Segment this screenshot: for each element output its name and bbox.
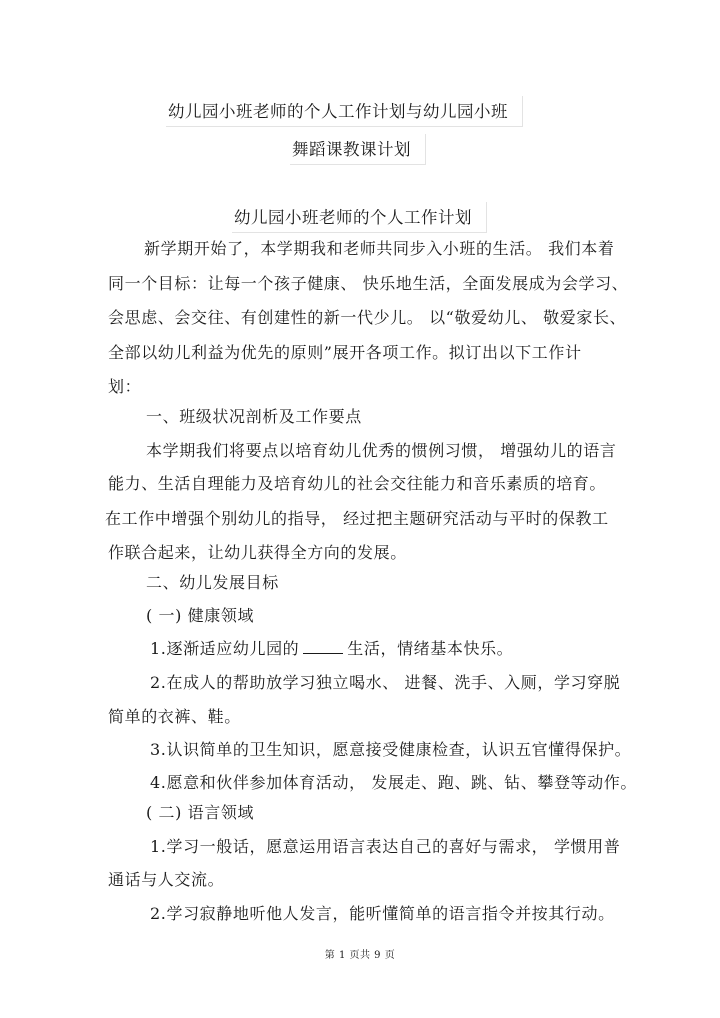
section-1-line: 能力、生活自理能力及培育幼儿的社会交往能力和音乐素质的培育。 <box>108 474 607 493</box>
page-footer: 第 1 页共 9 页 <box>324 950 396 961</box>
health-item-2-line: 简单的衣裤、鞋。 <box>108 707 241 726</box>
fill-blank-line <box>303 641 343 654</box>
title-line-2: 舞蹈课教课计划 <box>290 134 426 165</box>
language-heading: ( 二) 语言领域 <box>146 803 255 822</box>
title-line-1: 幼儿园小班老师的个人工作计划与幼儿园小班 <box>166 96 523 127</box>
section-1-line: 在工作中增强个别幼儿的指导， 经过把主题研究活动与平时的保教工 <box>105 509 609 528</box>
language-item-1-line: 通话与人交流。 <box>108 870 225 889</box>
language-item-2: 2.学习寂静地听他人发言，能听懂简单的语言指令并按其行动。 <box>150 904 615 923</box>
health-item-3: 3.认识简单的卫生知识，愿意接受健康检查，认识五官懂得保护。 <box>150 740 632 759</box>
health-item-4: 4.愿意和伙伴参加体育活动， 发展走、跑、跳、钻、攀登等动作。 <box>150 773 637 792</box>
intro-line: 新学期开始了，本学期我和老师共同步入小班的生活。 我们本着 <box>144 239 615 258</box>
health-item-1-part-a: 1.逐渐适应幼儿园的 <box>150 639 300 658</box>
intro-line: 同一个目标：让每一个孩子健康、 快乐地生活，全面发展成为会学习、 <box>108 274 629 293</box>
section-1-heading: 一、班级状况剖析及工作要点 <box>146 407 362 426</box>
health-item-2-line: 2.在成人的帮助放学习独立喝水、 进餐、洗手、入厕，学习穿脱 <box>150 673 621 692</box>
health-item-1 <box>150 636 513 659</box>
section-1-line: 本学期我们将要点以培育幼儿优秀的惯例习惯， 增强幼儿的语言 <box>146 441 617 460</box>
health-heading: ( 一) 健康领域 <box>146 606 255 625</box>
language-item-1-line: 1.学习一般话，愿意运用语言表达自己的喜好与需求， 学惯用普 <box>150 837 621 856</box>
intro-line: 划： <box>108 377 142 396</box>
section-2-heading: 二、幼儿发展目标 <box>146 573 279 592</box>
health-item-1-part-b: 生活，情绪基本快乐。 <box>347 639 514 658</box>
section-1-line: 作联合起来，让幼儿获得全方向的发展。 <box>108 543 407 562</box>
intro-line: 会思虑、会交往、有创建性的新一代少儿。 以“敬爱幼儿、 敬爱家长、 <box>108 308 627 327</box>
intro-line: 全部以幼儿利益为优先的原则”展开各项工作。拟订出以下工作计 <box>108 343 582 362</box>
section-subtitle: 幼儿园小班老师的个人工作计划 <box>232 202 487 233</box>
